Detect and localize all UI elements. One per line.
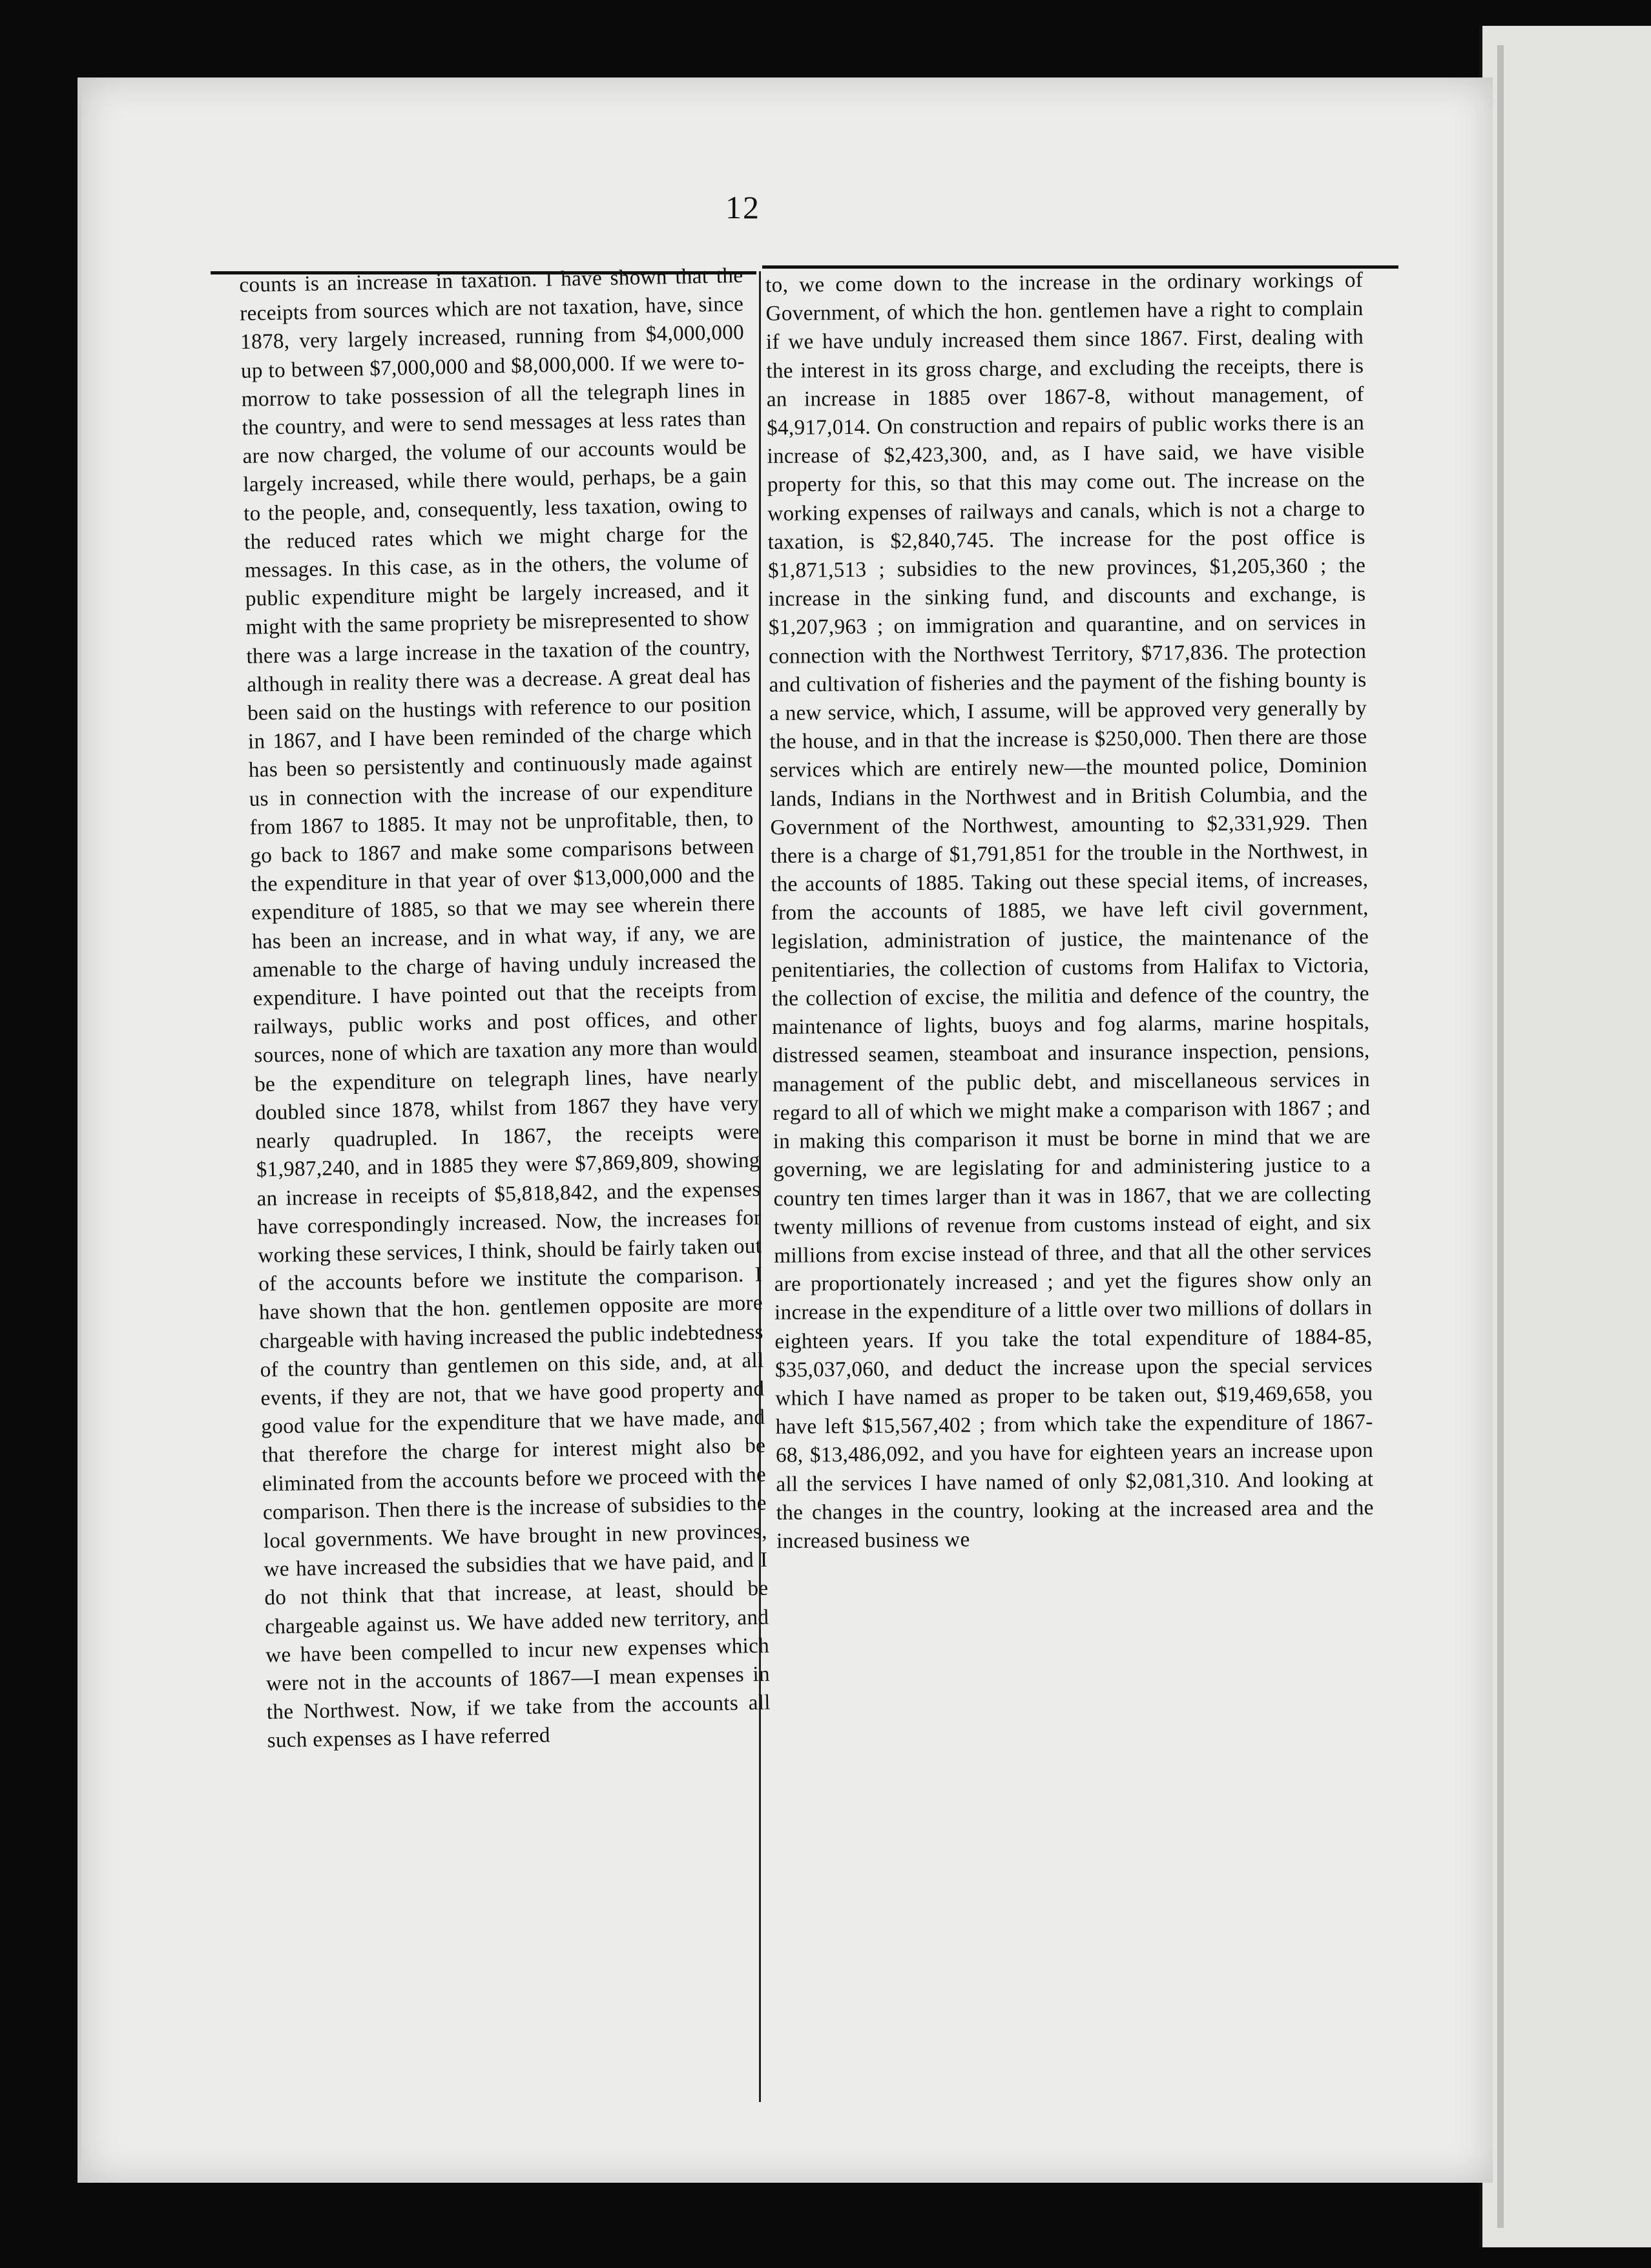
page-edge-shadow [1497, 45, 1504, 2228]
right-column [765, 266, 1379, 2105]
adjacent-page-edge [1479, 26, 1651, 2247]
left-column-text: counts is an increase in taxation. I have shown that the receipts from sources which are not taxation, have, since 1878, very largely increased, running from $4,000,000 up to between $7,000,000 and $8,000,000. If we were to-morrow to take possession of all the telegraph lines in the country, and were to send messages at less rates than are now charged, the volume of our accounts would be largely increased, while there would, perhaps, be a gain to the people, and, consequently, less taxation, owing to the reduced rates which we might charge for the messages. In this case, as in the others, the volume of public expenditure might be largely increased, and it might with the same propriety be misrepresented to show there was a large increase in the taxation of the country, although in reality there was a decrease. A great deal has been said on the hustings with reference to our position in 1867, and I have been reminded of the charge which has been so persistently and continuously made against us in connection with the increase of our expenditure from 1867 to 1885. It may not be unprofitable, then, to go back to 1867 and make some comparisons between the expenditure in that year of over $13,000,000 and the expenditure of 1885, so that we may see wherein there has been an increase, and in what way, if any, we are amenable to the charge of having unduly increased the expenditure. I have pointed out that the receipts from railways, public works and post offices, and other sources, none of which are taxation any more than would be the expenditure on telegraph lines, have nearly doubled since 1878, whilst from 1867 they have very nearly quadrupled. In 1867, the receipts were $1,987,240, and in 1885 they were $7,869,809, showing an increase in receipts of $5,818,842, and the expenses have correspondingly increased. Now, the increases for working these services, I think, should be fairly taken out of the accounts before we institute the comparison. I have shown that the hon. gentlemen opposite are more chargeable with having increased the public indebtedness of the country than gentlemen on this side, and, at all events, if they are not, that we have good property and good value for the expenditure that we have made, and that therefore the charge for interest might also be eliminated from the accounts before we proceed with the comparison. Then there is the increase of subsidies to the local governments. We have brought in new provinces, we have increased the subsidies that we have paid, and I do not think that that increase, at least, should be chargeable against us. We have added new territory, and we have been compelled to incur new expenses which were not in the accounts of 1867—I mean expenses in the Northwest. Now, if we take from the accounts all such expenses as I have referred [239, 263, 771, 1753]
right-column-text: to, we come down to the increase in the ordinary workings of Government, of which the hon. gentlemen have a right to complain if we have unduly increased them since 1867. First, dealing with the interest in its gross charge, and excluding the receipts, there is an increase in 1885 over 1867-8, without management, of $4,917,014. On construction and repairs of public works there is an increase of $2,423,300, and, as I have said, we have visible property for this, so that this may come out. The increase on the working expenses of railways and canals, which is not a charge to taxation, is $2,840,745. The increase for the post office is $1,871,513 ; subsidies to the new provinces, $1,205,360 ; the increase in the sinking fund, and discounts and exchange, is $1,207,963 ; on immigration and quarantine, and on services in connection with the Northwest Territory, $717,836. The protection and cultivation of fisheries and the payment of the fishing bounty is a new service, which, I assume, will be approved very generally by the house, and in that the increase is $250,000. Then there are those services which are entirely new—the mounted police, Dominion lands, Indians in the Northwest and in British Columbia, and the Government of the Northwest, amounting to $2,331,929. Then there is a charge of $1,791,851 for the trouble in the Northwest, in the accounts of 1885. Taking out these special items, of increases, from the accounts of 1885, we have left civil government, legislation, administration of justice, the maintenance of the penitentiaries, the collection of customs from Halifax to Victoria, the collection of excise, the militia and defence of the country, the maintenance of lights, buoys and fog alarms, marine hospitals, distressed seamen, steamboat and insurance inspection, pensions, management of the public debt, and miscellaneous services in regard to all of which we might make a comparison with 1867 ; and in making this comparison it must be borne in mind that we are governing, we are legislating for and administering justice to a country ten times larger than it was in 1867, that we are collecting twenty millions of revenue from customs instead of eight, and six millions from excise instead of three, and that all the other services are proportionately increased ; and yet the figures show only an increase in the expenditure of a little over two millions of dollars in eighteen years. If you take the total expenditure of 1884-85, $35,037,060, and deduct the increase upon the special services which I have named as proper to be taken out, $19,469,658, you have left $15,567,402 ; from which take the expenditure of 1867-68, $13,486,092, and you have for eighteen years an increase upon all the services I have named of only $2,081,310. And looking at the changes in the country, looking at the increased area and the increased business we [765, 267, 1374, 1553]
page-number: 12 [725, 189, 760, 225]
left-column [239, 262, 778, 2105]
